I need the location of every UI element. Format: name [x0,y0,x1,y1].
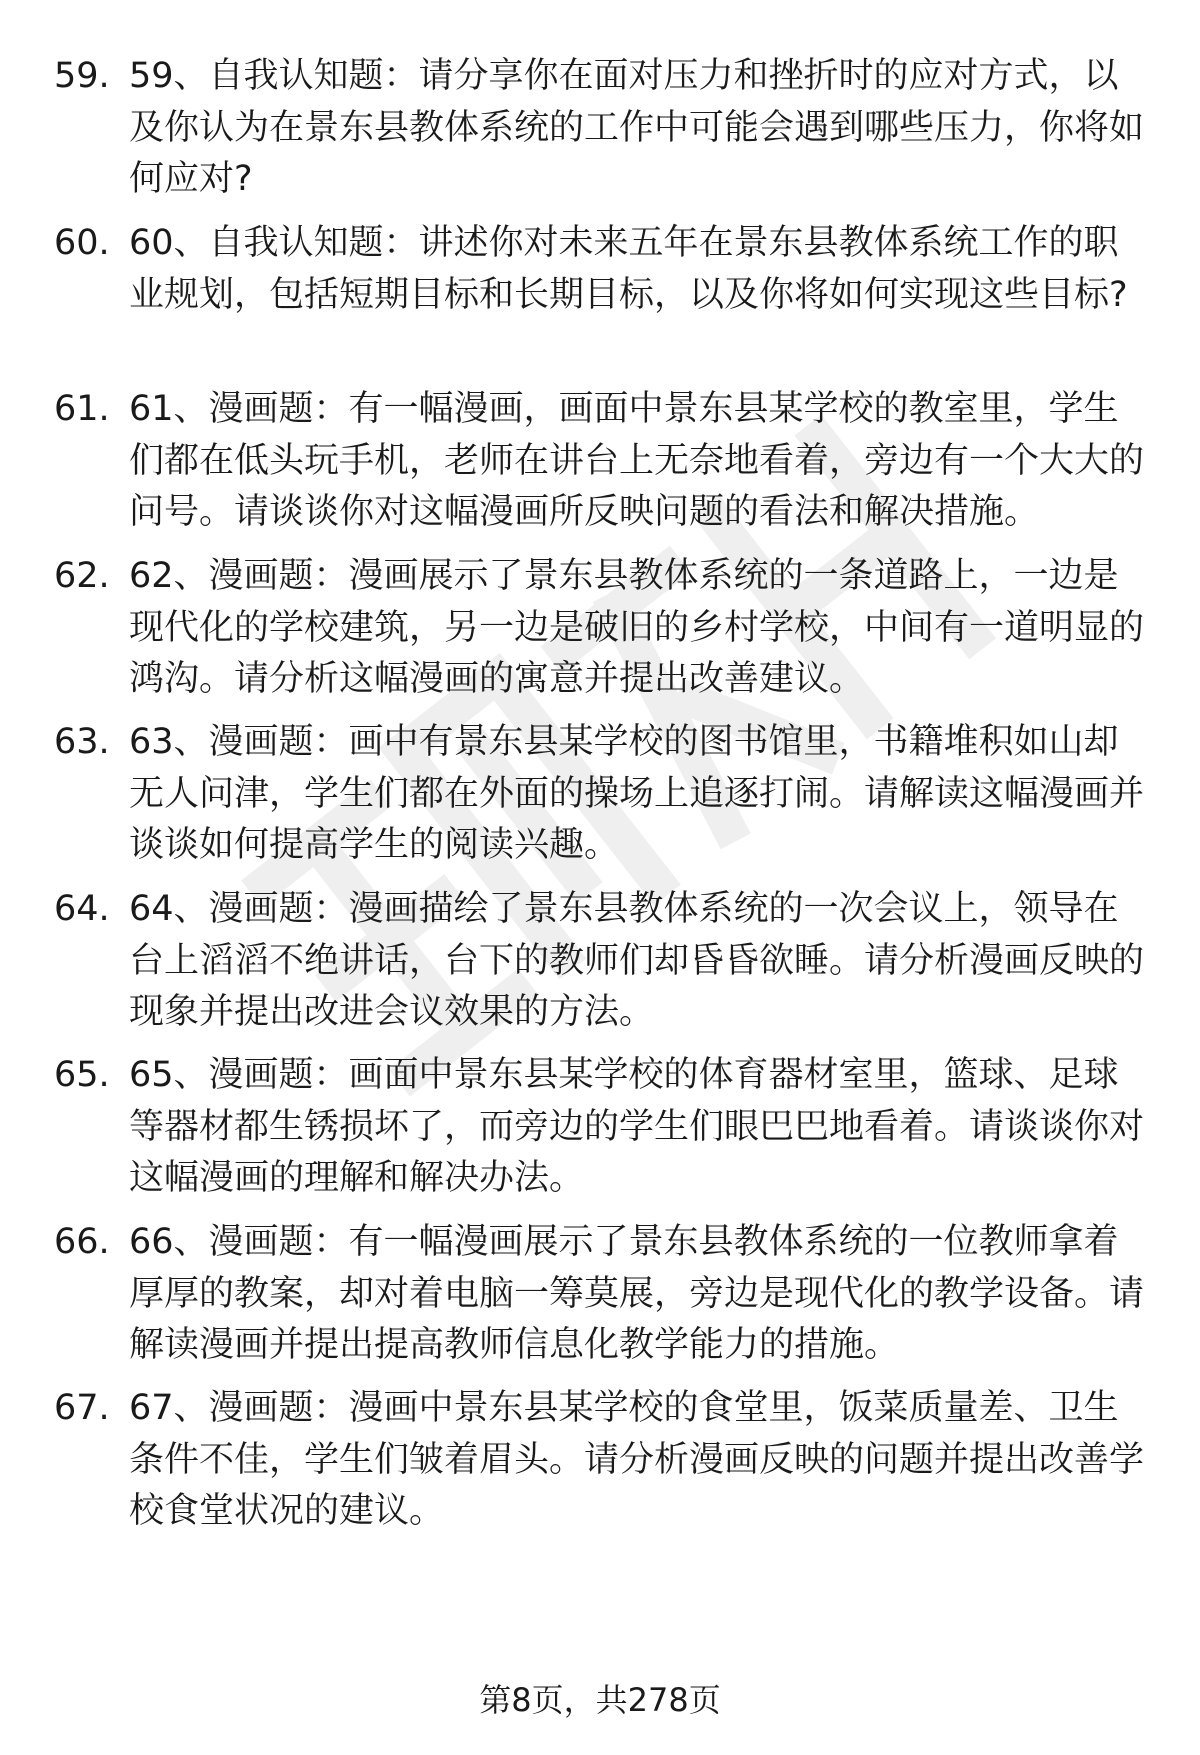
question-number: 67. [54,1388,110,1428]
question-number: 66. [54,1222,110,1262]
question-number: 61. [54,389,110,429]
question-text: 64、漫画题：漫画描绘了景东县教体系统的一次会议上，领导在台上滔滔不绝讲话，台下的教师们却昏昏欲睡。请分析漫画反映的现象并提出改进会议效果的方法。 [129,889,1145,1032]
question-number: 62. [54,556,110,596]
question-number: 64. [54,889,110,929]
question-text: 66、漫画题：有一幅漫画展示了景东县教体系统的一位教师拿着厚厚的教案，却对着电脑一筹莫展，旁边是现代化的教学设备。请解读漫画并提出提高教师信息化教学能力的措施。 [129,1222,1145,1365]
question-number: 59. [54,56,110,96]
question-text: 62、漫画题：漫画展示了景东县教体系统的一条道路上，一边是现代化的学校建筑，另一边是破旧的乡村学校，中间有一道明显的鸿沟。请分析这幅漫画的寓意并提出改善建议。 [129,556,1145,699]
question-text: 61、漫画题：有一幅漫画，画面中景东县某学校的教室里，学生们都在低头玩手机，老师在讲台上无奈地看着，旁边有一个大大的问号。请谈谈你对这幅漫画所反映问题的看法和解决措施。 [129,389,1145,532]
question-text: 63、漫画题：画中有景东县某学校的图书馆里，书籍堆积如山却无人问津，学生们都在外面的操场上追逐打闹。请解读这幅漫画并谈谈如何提高学生的阅读兴趣。 [129,722,1145,865]
page-number: 第8页，共278页 [479,1681,721,1719]
question-number: 63. [54,722,110,762]
question-number: 60. [54,223,110,263]
question-text: 65、漫画题：画面中景东县某学校的体育器材室里，篮球、足球等器材都生锈损坏了，而旁边的学生们眼巴巴地看着。请谈谈你对这幅漫画的理解和解决办法。 [129,1055,1145,1198]
question-text: 60、自我认知题：讲述你对未来五年在景东县教体系统工作的职业规划，包括短期目标和长期目标，以及你将如何实现这些目标? [129,223,1128,315]
question-text: 59、自我认知题：请分享你在面对压力和挫折时的应对方式，以及你认为在景东县教体系统的工作中可能会遇到哪些压力，你将如何应对? [129,56,1145,199]
question-number: 65. [54,1055,110,1095]
question-text: 67、漫画题：漫画中景东县某学校的食堂里，饭菜质量差、卫生条件不佳，学生们皱着眉头。请分析漫画反映的问题并提出改善学校食堂状况的建议。 [129,1388,1145,1531]
